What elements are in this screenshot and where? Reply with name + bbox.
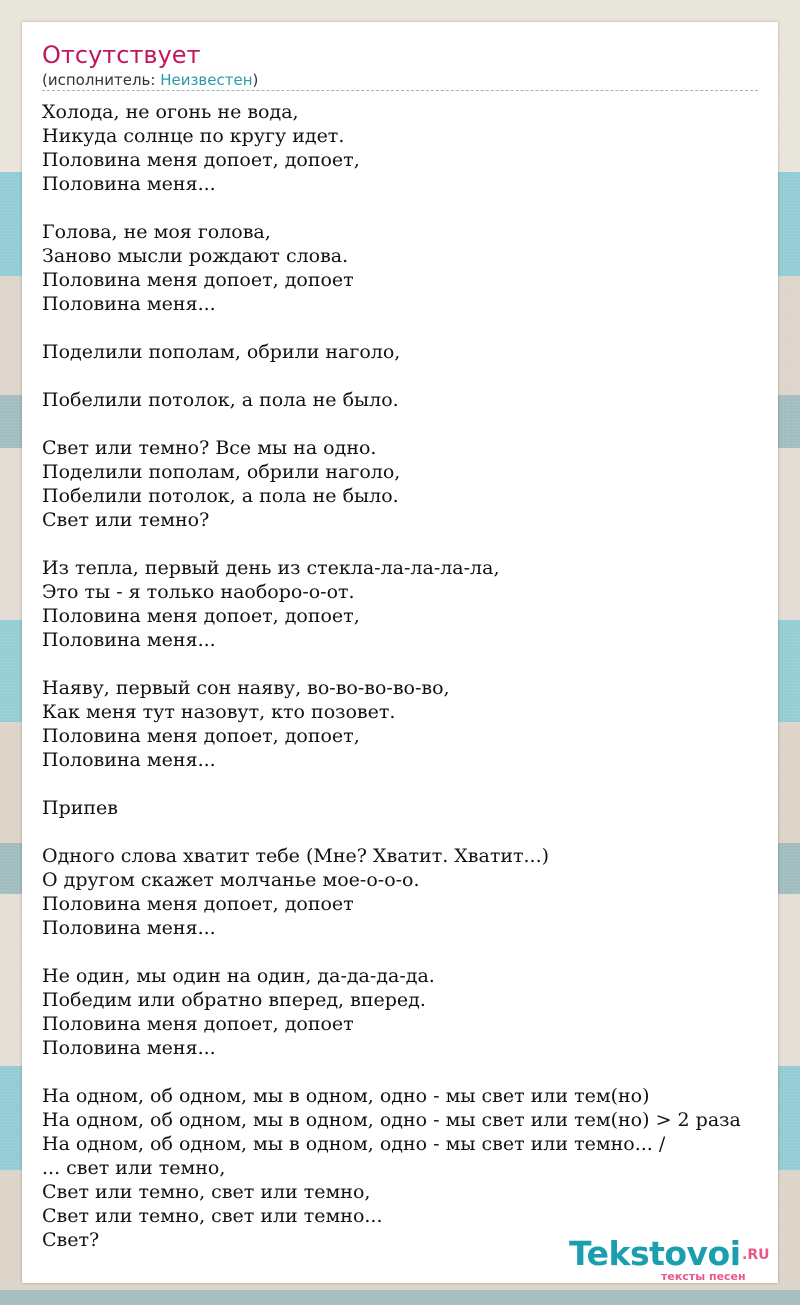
song-title: Отсутствует <box>42 41 201 69</box>
artist-prefix: (исполнитель: <box>42 71 161 89</box>
logo-wordmark: Tekstovoi <box>569 1234 741 1273</box>
logo-domain: .RU <box>742 1247 770 1263</box>
site-logo[interactable] <box>569 1234 775 1282</box>
lyrics-card <box>22 22 778 1283</box>
artist-line <box>42 71 758 91</box>
lyrics-text: Холода, не огонь не вода, Никуда солнце по кругу идет. Половина меня допоет, допоет, Половина меня... Голова, не моя голова, Заново мысли рождают слова. Половина меня допоет, допоет Половина меня... Поделили пополам, обрили наголо, Побелили потолок, а пола не было. Свет или темно? Все мы на одно. Поделили пополам, обрили наголо, Побелили потолок, а пола не было. Свет или темно? Из тепла, первый день из стекла-ла-ла-ла-ла, Это ты - я только наоборо-о-от. Половина меня допоет, допоет, Половина меня... Наяву, первый сон наяву, во-во-во-во-во, Как меня тут назовут, кто позовет. Половина меня допоет, допоет, Половина меня... Припев Одного слова хватит тебе (Мне? Хватит. Хватит...) О другом скажет молчанье мое-о-о-о. Половина меня допоет, допоет Половина меня... Не один, мы один на один, да-да-да-да. Победим или обратно вперед, вперед. Половина меня допоет, допоет Половина меня... На одном, об одном, мы в одном, одно - мы свет или тем(но) На одном, об одном, мы в одном, одно - мы свет или тем(но) > 2 раза На одном, об одном, мы в одном, одно - мы свет или темно... / ... свет или темно, Свет или темно, свет или темно, Свет или темно, свет или темно... Свет? <box>42 101 741 1251</box>
artist-link[interactable]: Неизвестен <box>160 71 253 89</box>
logo-tagline: тексты песен <box>661 1270 746 1283</box>
artist-suffix: ) <box>252 71 259 89</box>
